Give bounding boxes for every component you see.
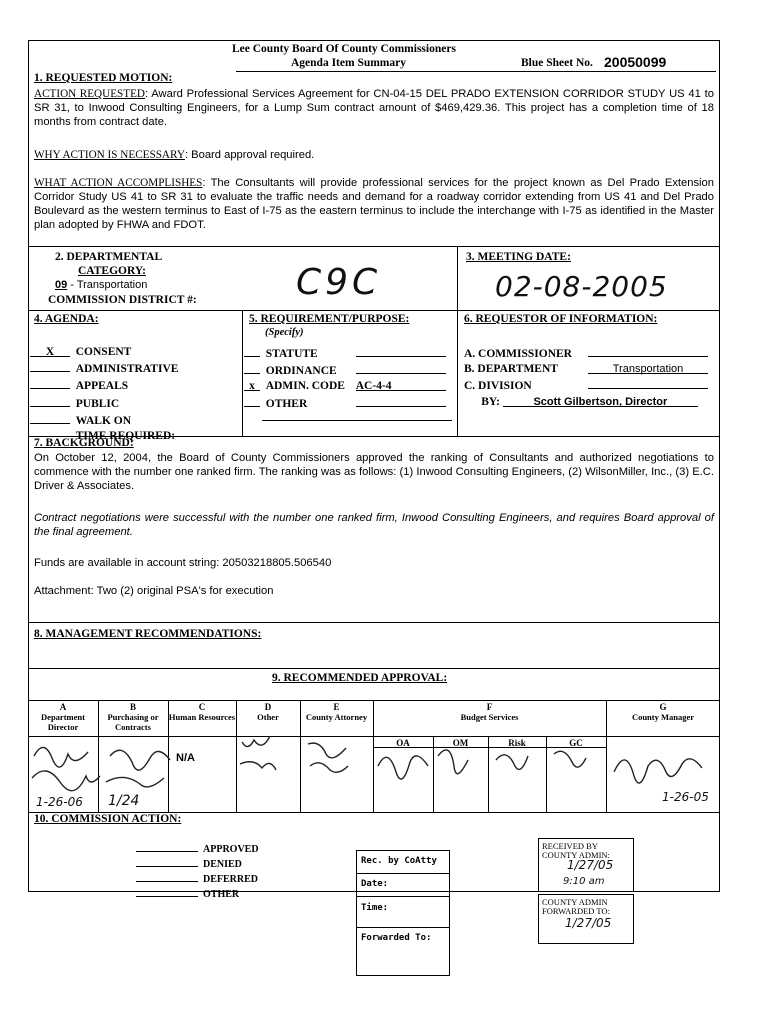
req-division-label: C. DIVISION [464,380,532,393]
col-g-letter: G [659,702,667,712]
received-time: 9:10 am [563,876,605,887]
category-value [55,279,147,291]
forwarded-date: 1/27/05 [565,916,612,930]
action-requested-text: : Award Professional Services Agreement for CN-04-15 DEL PRADO EXTENSION CORRIDOR STUDY US 41 to SR 31, to Inwood Consulting Engineers, for a Lump Sum contract amount of $469,429.36. This project has a completion time of 18 months from contract date. [34,88,714,128]
req-department-value: Transportation [612,363,684,376]
what-label: WHAT ACTION ACCOMPLISHES [34,177,203,189]
col-b-date: 1/24 [108,793,140,809]
col-f-name: Budget Services [460,712,519,722]
agenda-administrative [30,360,178,377]
req-ordinance-label: ORDINANCE [265,365,337,378]
req-by [464,395,708,410]
stamp-date-label: Date: [361,879,389,889]
budget-om: OM [452,738,469,748]
col-g-date: 1-26-05 [662,790,709,804]
commission-action-title: 10. COMMISSION ACTION: [34,813,182,825]
requirement-title: 5. REQUIREMENT/PURPOSE: [249,313,410,325]
req-department-label: B. DEPARTMENT [464,363,558,376]
col-f-letter: F [486,702,493,712]
req-by-label: BY: [481,395,500,408]
what-text: : The Consultants will provide professional services for the project known as Del Prado Extension Corridor Study US 41 to SR 31 to evaluate the traffic needs and demand for a roadway corridor extending from US 41 and Del Prado Boulevard as the western terminus to East of I-75 as the eastern terminus to include the interchange with I-75 as identified in the Master plan adopted by FHWA and FDOT. [34,177,714,231]
req-ordinance [244,362,446,379]
col-c-name: Human Resources [168,712,236,722]
agenda-administrative-label: ADMINISTRATIVE [75,363,179,376]
req-other-label: OTHER [265,397,308,410]
col-d-name: Other [257,712,279,722]
col-a-name: Department Director [41,712,85,732]
section2-title [55,251,162,263]
req-other [244,395,446,412]
header-line1: Lee County Board Of County Commissioners [232,43,456,55]
background-para3: Funds are available in account string: 20503218805.506540 [34,557,332,569]
col-d-header [236,702,300,722]
district-label: COMMISSION DISTRICT #: [48,294,197,306]
budget-oa: OA [396,738,410,748]
what-action [34,176,714,232]
budget-risk: Risk [508,738,526,748]
col-e-letter: E [333,702,340,712]
agenda-appeals [30,377,178,394]
county-admin-forwarded-stamp [538,894,634,944]
received-date: 1/27/05 [567,858,614,872]
req-commissioner-label: A. COMMISSIONER [464,348,572,360]
req-division [464,377,708,394]
agenda-time-required-label: TIME REQUIRED: [75,430,176,443]
agenda-consent-mark: X [45,346,55,358]
stamp-rec-label: Rec. by CoAtty [361,856,437,866]
requirement-list [244,345,446,412]
handwritten-agenda-code: C9C [296,262,382,303]
req-statute [244,345,446,362]
meeting-date-title: 3. MEETING DATE: [466,251,571,263]
header-line2: Agenda Item Summary [291,57,406,69]
agenda-public-label: PUBLIC [75,397,120,410]
specify-label: (Specify) [265,327,304,338]
agenda-title: 4. AGENDA: [34,313,99,325]
agenda-appeals-label: APPEALS [75,380,129,393]
action-requested [34,87,714,129]
budget-gc: GC [569,738,583,748]
option-other [136,887,259,902]
option-approved [136,842,259,857]
req-admin-code-label: ADMIN. CODE [265,380,345,393]
req-statute-label: STATUTE [265,348,318,360]
agenda-list [30,345,178,444]
stamp-time-label: Time: [361,903,389,913]
management-title: 8. MANAGEMENT RECOMMENDATIONS: [34,628,262,640]
action-requested-label: ACTION REQUESTED [34,88,146,100]
col-c-letter: C [198,702,206,712]
col-e-name: County Attorney [305,712,368,722]
handwritten-meeting-date: 02-08-2005 [495,270,668,303]
stamp-forwarded-label: Forwarded To: [361,933,432,943]
col-b-header [98,702,168,732]
county-admin-received-stamp [538,838,634,892]
category-name: - Transportation [67,279,148,291]
blue-sheet-label: Blue Sheet No. [521,57,593,69]
recommended-title: 9. RECOMMENDED APPROVAL: [272,672,448,684]
option-denied [136,857,259,872]
requested-motion-title: 1. REQUESTED MOTION: [34,72,173,84]
option-other-label: OTHER [203,889,240,900]
col-g-name: County Manager [631,712,695,722]
col-b-name: Purchasing or Contracts [107,712,159,732]
col-b-letter: B [129,702,136,712]
background-para4: Attachment: Two (2) original PSA's for execution [34,585,274,597]
col-e-header [300,702,373,722]
background-para2: Contract negotiations were successful with the number one ranked firm, Inwood Consulting Engineers, and requires Board approval of the final agreement. [34,512,714,538]
col-g-header [606,702,720,722]
received-label: RECEIVED BY COUNTY ADMIN: [542,841,610,860]
col-d-letter: D [264,702,272,712]
option-denied-label: DENIED [203,859,242,870]
req-admin-code [244,379,446,394]
county-attorney-stamp [356,850,450,976]
option-deferred-label: DEFERRED [203,874,259,885]
why-action [34,148,714,162]
req-commissioner [464,345,708,362]
option-deferred [136,872,259,887]
category-num: 09 [55,279,68,291]
agenda-public [30,395,178,412]
col-f-header [373,702,606,722]
col-c-header [168,702,236,722]
background-title: 7. BACKGROUND: [34,437,134,449]
requestor-list [464,345,708,410]
req-by-value: Scott Gilbertson, Director [533,395,668,408]
col-a-header [28,702,98,732]
forwarded-label: COUNTY ADMIN FORWARDED TO: [542,897,610,916]
agenda-walk-on [30,412,178,429]
col-c-value: N/A [176,752,195,764]
col-a-letter: A [59,702,67,712]
requestor-title: 6. REQUESTOR OF INFORMATION: [464,313,658,325]
section2-category: CATEGORY: [78,265,146,277]
req-department [464,362,708,377]
blue-sheet-number: 20050099 [604,54,667,70]
section2-label: 2. DEPARTMENTAL [55,251,163,263]
req-admin-mark: x [249,380,255,393]
why-text: : Board approval required. [184,149,315,161]
why-label: WHY ACTION IS NECESSARY [34,149,185,161]
option-approved-label: APPROVED [203,844,259,855]
agenda-consent-label: CONSENT [75,346,132,358]
col-a-date: 1-26-06 [36,795,83,809]
background-para1: On October 12, 2004, the Board of County Commissioners approved the ranking of Consultants and authorized negotiations to commence with the number one ranked firm. The ranking was as follows: (1) Inwood Consulting Engineers, (2) WilsonMiller, Inc., (3) E.C. Driver & Associates. [34,452,714,492]
req-admin-code-value: AC-4-4 [355,380,392,393]
agenda-walk-on-label: WALK ON [75,414,132,427]
commission-options [136,842,259,902]
agenda-consent [30,345,178,360]
